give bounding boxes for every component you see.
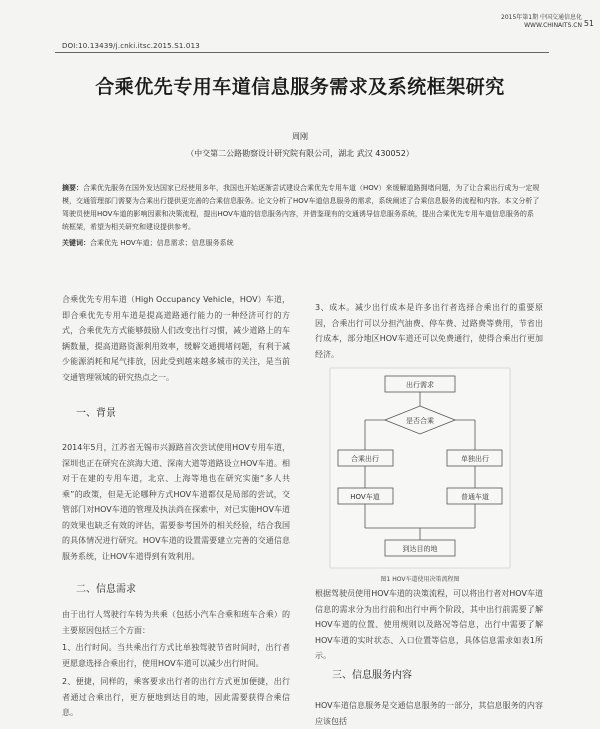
abstract-label: 摘要： (62, 184, 83, 192)
section-3-text: HOV车道信息服务是交通信息服务的一部分，其信息服务的内容应该包括 (315, 701, 543, 726)
abstract-text: 合乘优先服务在国外发达国家已经使用多年，我国也开始逐渐尝试建设合乘优先专用车道（HOV）来缓解道路拥堵问题，为了让合乘出行成为一定规模，交通管理部门需要为合乘出行提供更完善的合乘信息服务。论文分析了HOV车道信息服务的需求，系统阐述了合乘信息服务的流程和内容。本文分析了驾驶员使用HOV车道的影响因素和决策流程，提出HOV车道的信息服务内容，并借鉴现有的交通诱导信息服务系统，提出合乘优先专用车道信息服务的系统框架，希望为相关研究和建设提供参考。 (62, 184, 540, 231)
section-2-title: 二、信息需求 (76, 584, 136, 595)
section-2-text: 由于出行人驾驶行车转为共乘（包括小汽车合乘和班车合乘）的主要原因包括三个方面： (62, 610, 290, 635)
decision-flowchart (330, 368, 510, 568)
flow-node-hov-label: HOV车道 (350, 493, 380, 501)
keywords-text: 合乘优先 HOV车道；信息需求；信息服务系统 (90, 239, 234, 247)
section-1-title: 一、背景 (76, 408, 116, 419)
author: 周刚 (292, 132, 308, 141)
doi: DOI:10.13439/j.cnki.itsc.2015.S1.013 (62, 42, 200, 50)
figure-caption: 图1 HOV车道使用决策流程图 (380, 576, 460, 583)
abstract (62, 182, 540, 234)
flow-node-solo-label: 单独出行 (461, 455, 489, 463)
right-paragraph-3: 根据驾驶员使用HOV车道的决策流程，可以将出行者对HOV车道信息的需求分为出行前和出行中两个阶段，其中出行前需要了解HOV车道的位置、使用规则以及路况等信息，出行中需要了解HOV车道的实时状态、入口位置等信息，具体信息需求如表1所示。 (315, 589, 543, 660)
flowchart-svg (330, 368, 510, 568)
list-item-2: 2、便捷，同样的，乘客要求出行者的出行方式更加便捷，出行者通过合乘出行，更方便地到达目的地，因此需要获得合乘信息。 (62, 677, 290, 717)
paper-title: 合乘优先专用车道信息服务需求及系统框架研究 (95, 76, 505, 98)
flow-node-start-label: 出行需求 (406, 381, 434, 389)
flow-node-decision-label: 是否合乘 (406, 417, 434, 425)
section-1-text: 2014年5月，江苏省无锡市兴源路首次尝试使用HOV专用车道，深圳也正在研究在滨海大道、深南大道等道路设立HOV车道。相对于在建的专用车道，北京、上海等地也在研究实施“多人共乘”的政策，但是无论哪种方式HOV车道都仅是局部的尝试，交管部门对HOV车道的管理及执法尚在探索中，对已实施HOV车道的效果也缺乏有效的评估，需要参考国外的相关经验，结合我国的具体情况进行研究。HOV车道的设置需要建立完善的交通信息服务系统，让HOV车道得到有效利用。 (62, 443, 290, 561)
journal-header (501, 14, 594, 30)
list-item-1: 1、出行时间。当共乘出行方式比单独驾驶节省时间时，出行者更愿意选择合乘出行，使用HOV车道可以减少出行时间。 (62, 643, 290, 668)
flow-node-carpool-label: 合乘出行 (351, 455, 379, 463)
section-3-title: 三、信息服务内容 (332, 670, 412, 681)
flow-node-end-label: 到达目的地 (402, 545, 438, 553)
keywords (62, 238, 540, 248)
header-divider (55, 52, 549, 53)
intro-paragraph: 合乘优先专用车道（High Occupancy Vehicle，HOV）车道，即合乘优先专用车道是提高道路通行能力的一种经济可行的方式，合乘优先方式能够鼓励人们改变出行习惯，减少道路上的车辆数量，提高道路资源利用效率，缓解交通拥堵问题，有利于减少能源消耗和尾气排放，因此受到越来越多城市的关注，是当前交通管理领域的研究热点之一。 (62, 295, 290, 382)
keywords-label: 关键词： (62, 239, 90, 247)
flow-node-general-label: 普通车道 (461, 493, 489, 501)
page-number: 51 (583, 19, 594, 28)
journal-url: WWW.CHINAITS.CN (524, 22, 582, 29)
affiliation: （中交第二公路勘察设计研究院有限公司，湖北 武汉 430052） (186, 149, 414, 158)
list-item-3: 3、成本。减少出行成本是许多出行者选择合乘出行的重要原因，合乘出行可以分担汽油费、停车费、过路费等费用，节省出行成本，部分地区HOV车道还可以免费通行，使得合乘出行更加经济。 (315, 303, 543, 359)
journal-name: 2015年第1期 中国交通信息化 (501, 14, 582, 21)
